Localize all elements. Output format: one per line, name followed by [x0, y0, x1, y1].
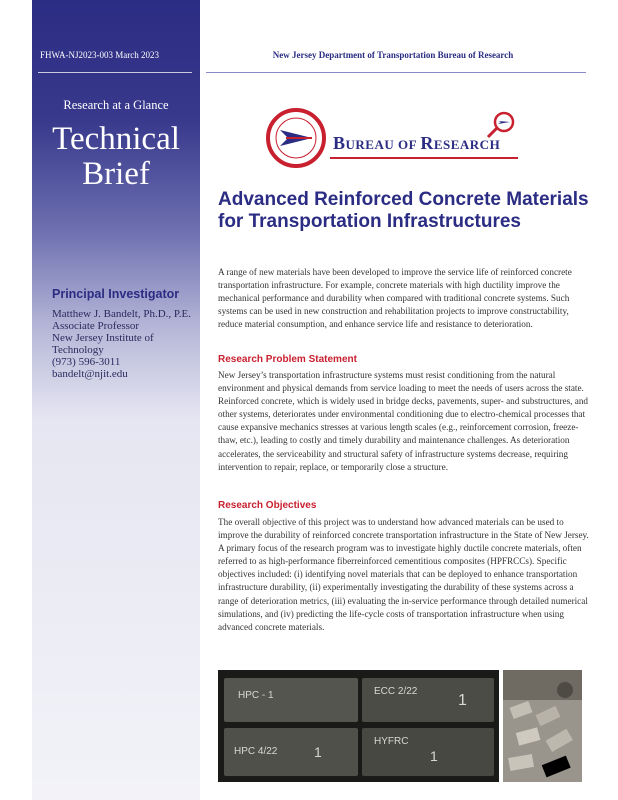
objectives-paragraph: The overall objective of this project was to understand how advanced materials can be used to improve the durability of reinforced concrete transportation infrastructure in the State of New Jersey. A primary focus of the research program was to investigate highly ductile concrete materials, often referred to as high-performance fiberreinforced cementitious composites (HPFRCCs). Specific objectives included: (i) identifying novel materials that can be deployed to enhance transportation infrastructure durability, (ii) experimentally investigating the durability of these systems across a range of deterioration metrics, (iii) evaluating the in-service performance through detailed numerical simulations, and (iv) predicting the life-cycle costs of transportation infrastructure when using advanced concrete materials.: [218, 517, 589, 632]
specimen-label: 1: [314, 744, 322, 760]
pi-title: Associate Professor: [52, 320, 140, 332]
wordmark-b: B: [333, 133, 346, 153]
header-divider: [206, 72, 586, 73]
pi-email[interactable]: bandelt@njit.edu: [52, 368, 128, 380]
specimen-label: 1: [430, 748, 438, 764]
technical-brief-title: [32, 122, 200, 192]
technical-word: Technical: [52, 121, 180, 157]
wordmark-r: R: [420, 133, 434, 153]
specimen-label: 1: [458, 692, 467, 709]
specimen-beam: [362, 678, 494, 722]
intro-paragraph: A range of new materials have been developed to improve the service life of reinforced concrete transportation infrastructure. For example, concrete materials with high ductility improve the mechanical performance and durability when compared with traditional concrete systems. Such systems can be used in new construction and rehabilitation projects to improve constructability, reduce material consumption, and enhance service life and resistance to deterioration.: [218, 267, 572, 330]
magnifier-icon: [482, 110, 518, 140]
pi-institution-2: Technology: [52, 344, 104, 356]
problem-statement-paragraph: New Jersey’s transportation infrastructure systems must resist conditioning from the natural environment and physical demands from service loading to meet the needs of users across the state. Reinforced concrete, which is widely used in bridge decks, pavements, super- and substructures, and other systems, deteriorates under environmental conditioning due to electro-chemical processes that cause expansive mechanics stresses at various length scales (e.g., reinforcement corrosion, freeze-thaw, etc.), leading to costly and timely durability and maintenance challenges. As deterioration accelerates, the serviceability and structural safety of infrastructure systems decrease, requiring intervention to repair, replace, or temporarily close a structure.: [218, 370, 589, 472]
njdot-seal-icon: [266, 108, 326, 168]
concrete-specimens-photo: [218, 670, 499, 782]
bureau-of-research-wordmark: [333, 133, 500, 154]
specimen-label: HYFRC: [374, 736, 409, 747]
sidebar: [32, 0, 200, 800]
brief-word: Brief: [82, 156, 150, 192]
research-at-a-glance: Research at a Glance: [63, 98, 169, 112]
lab-photo-graphic: [503, 670, 582, 782]
problem-statement-heading: Research Problem Statement: [218, 354, 357, 365]
specimen-label: HPC 4/22: [234, 746, 278, 757]
wordmark-underline: [330, 157, 518, 159]
pi-phone: (973) 596-3011: [52, 356, 121, 368]
specimen-label: HPC - 1: [238, 690, 274, 701]
pi-institution-1: New Jersey Institute of: [52, 332, 154, 344]
wordmark-esearch: ESEARCH: [433, 137, 501, 152]
objectives-heading: Research Objectives: [218, 500, 317, 511]
document-title: Advanced Reinforced Concrete Materials for Transportation Infrastructures: [218, 189, 589, 232]
wordmark-of: OF: [398, 137, 421, 152]
header-org: New Jersey Department of Transportation Bureau of Research: [272, 50, 514, 60]
principal-investigator-heading: Principal Investigator: [52, 287, 180, 301]
lab-specimens-photo: [503, 670, 582, 782]
specimen-label: ECC 2/22: [374, 686, 418, 697]
sidebar-divider: [38, 72, 192, 73]
report-id: FHWA-NJ2023-003 March 2023: [40, 50, 159, 60]
wordmark-ureau: UREAU: [345, 137, 398, 152]
pi-name: Matthew J. Bandelt, Ph.D., P.E.: [52, 308, 192, 320]
